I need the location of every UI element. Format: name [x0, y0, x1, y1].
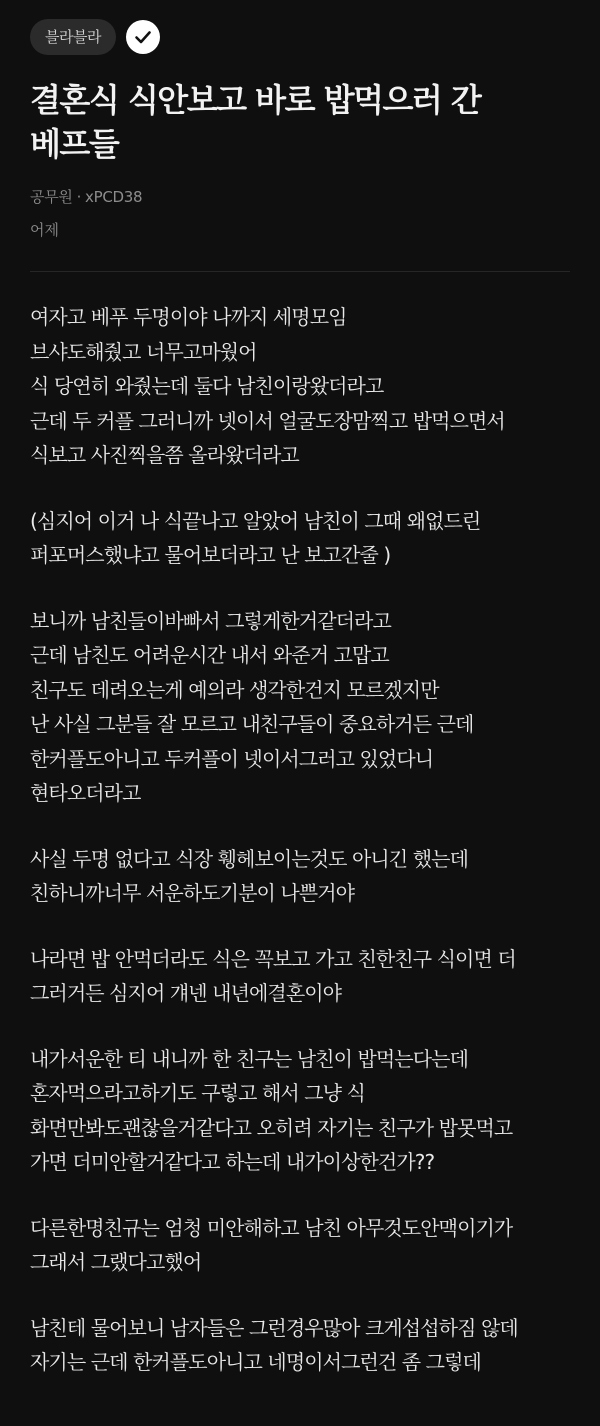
body-paragraph	[30, 604, 575, 811]
body-line: 나라면 밥 안먹더라도 식은 꼭보고 가고 친한친구 식이면 더	[30, 946, 516, 971]
body-line: 그러거든 심지어 걔넨 내년에결혼이야	[30, 981, 342, 1005]
body-paragraph	[30, 300, 575, 473]
body-line: 퍼포머스했냐고 물어보더라고 난 보고간줄 )	[30, 543, 391, 567]
body-paragraph	[30, 1042, 575, 1180]
body-line: 난 사실 그분들 잘 모르고 내친구들이 중요하거든 근데	[30, 712, 474, 736]
body-line: 보니까 남친들이바빠서 그렇게한거같더라고	[30, 608, 391, 633]
post-header	[30, 18, 160, 56]
meta-separator: ·	[76, 187, 82, 206]
author-meta	[30, 186, 142, 207]
author-company[interactable]: 공무원	[30, 188, 73, 206]
post-body	[30, 300, 575, 1411]
body-line: 화면만봐도괜찮을거같다고 오히려 자기는 친구가 밥못먹고	[30, 1115, 513, 1140]
body-paragraph	[30, 942, 575, 1011]
body-line: 여자고 베푸 두명이야 나까지 세명모임	[30, 305, 347, 329]
post-date: 어제	[30, 221, 59, 239]
body-line: (심지어 이거 나 식끝나고 알았어 남친이 그때 왜없드린	[30, 508, 481, 533]
body-paragraph	[30, 1211, 575, 1280]
check-icon	[126, 20, 160, 54]
body-line: 브샤도해줬고 너무고마웠어	[30, 339, 257, 364]
body-line: 근데 남친도 어려운시간 내서 와준거 고맙고	[30, 643, 389, 667]
body-line: 근데 두 커플 그러니까 넷이서 얼굴도장맘찍고 밥먹으면서	[30, 408, 505, 433]
body-line: 한커플도아니고 두커플이 넷이서그러고 있었다니	[30, 746, 434, 771]
body-line: 다른한명친규는 엄청 미안해하고 남친 아무것도안맥이기가	[30, 1215, 513, 1240]
body-line: 자기는 근데 한커플도아니고 네명이서그런건 좀 그렇데	[30, 1350, 481, 1374]
body-line: 식 당연히 와줬는데 둘다 남친이랑왔더라고	[30, 374, 384, 398]
body-line: 친하니까너무 서운하도기분이 나쁜거야	[30, 881, 355, 905]
body-line: 혼자먹으라고하기도 구렇고 해서 그냥 식	[30, 1081, 365, 1105]
body-line: 현타오더라고	[30, 781, 141, 805]
body-line: 그래서 그랬다고했어	[30, 1250, 202, 1274]
body-line: 가면 더미안할거같다고 하는데 내가이상한건가??	[30, 1150, 435, 1174]
body-paragraph	[30, 504, 575, 573]
body-paragraph	[30, 1311, 575, 1380]
post-title: 결혼식 식안보고 바로 밥먹으러 간 베프들	[30, 81, 481, 163]
author-id[interactable]: xPCD38	[85, 187, 143, 206]
body-line: 내가서운한 티 내니까 한 친구는 남친이 밥먹는다는데	[30, 1046, 468, 1071]
body-line: 식보고 사진찍을쯤 올라왔더라고	[30, 443, 299, 467]
body-line: 사실 두명 없다고 식장 휑헤보이는것도 아니긴 했는데	[30, 846, 468, 871]
category-chip[interactable]: 블라블라	[30, 19, 116, 55]
body-paragraph	[30, 842, 575, 911]
body-line: 남친테 물어보니 남자들은 그런경우많아 크게섭섭하짐 않데	[30, 1315, 518, 1340]
body-line: 친구도 데려오는게 예의라 생각한건지 모르겠지만	[30, 677, 439, 702]
divider	[30, 271, 570, 272]
